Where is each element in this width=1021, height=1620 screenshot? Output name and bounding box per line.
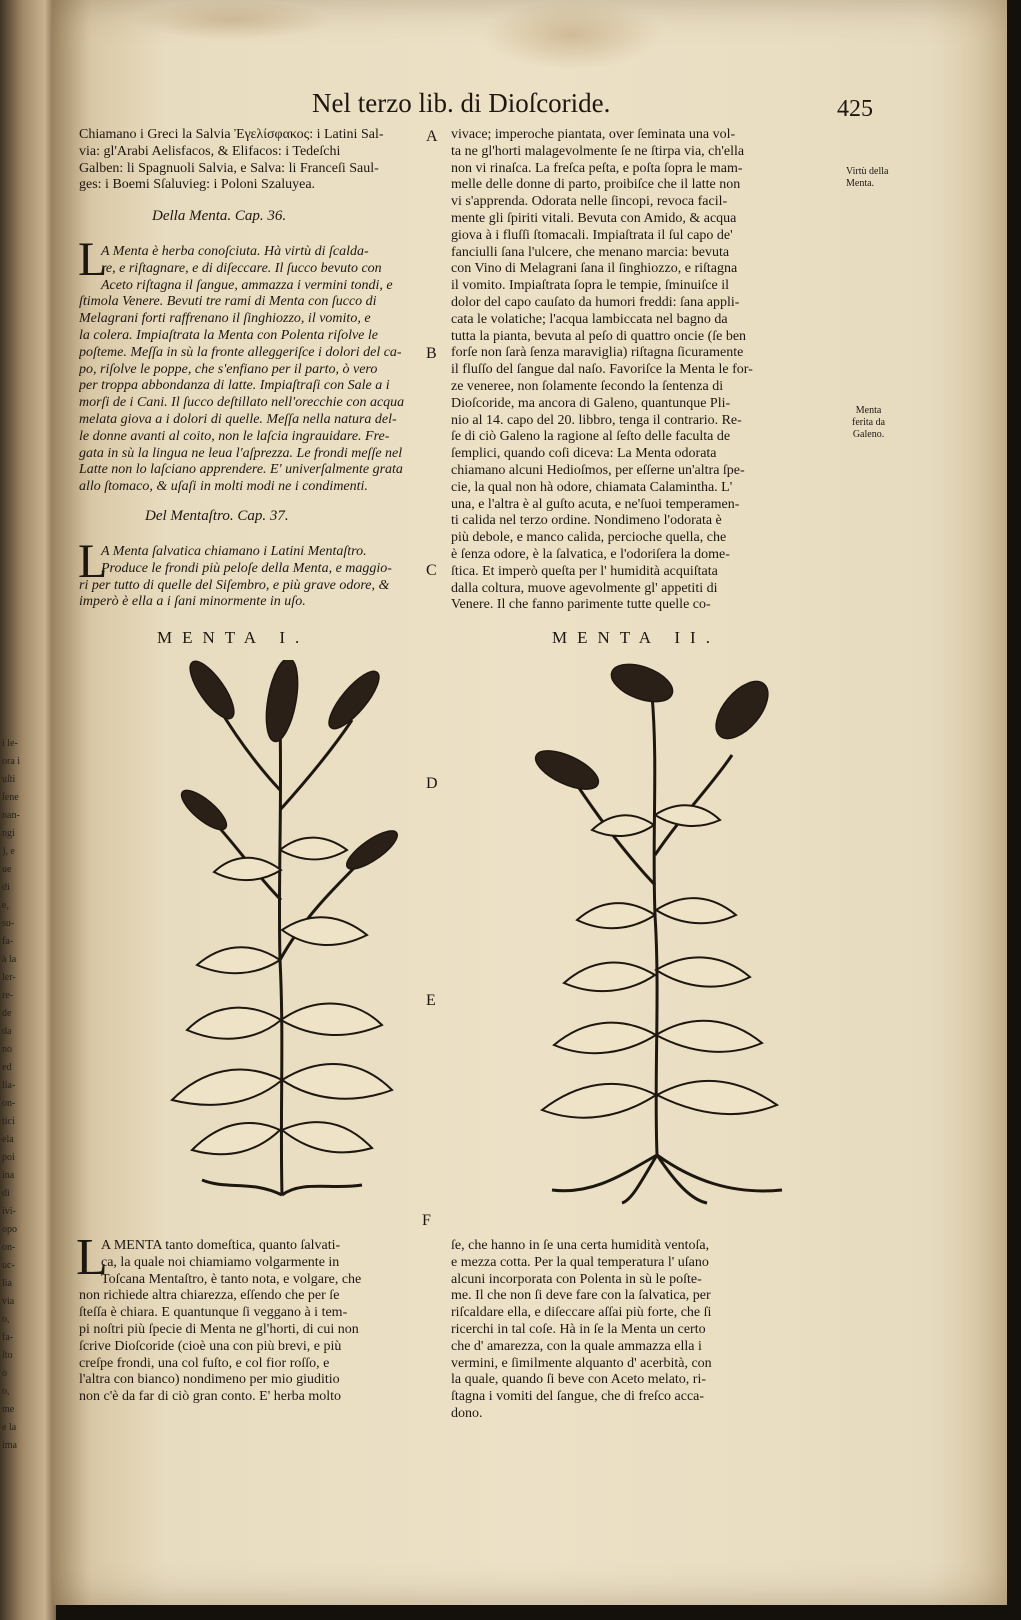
text-line: fa-	[2, 1332, 14, 1343]
text-line: Melagrani forti raffrenano il ſinghiozzo, il vomito, e	[79, 311, 371, 327]
text-line: mente gli ſpiriti vitali. Bevuta con Amido, & acqua	[451, 210, 737, 226]
text-line: ed	[2, 1062, 12, 1073]
page	[52, 0, 1007, 1605]
text-line: allo ſtomaco, & uſaſi in molti modi ne i condimenti.	[79, 479, 368, 495]
text-line: forſe non ſarà ſenza maraviglia) riſtagna ſicuramente	[451, 345, 744, 361]
text-line: Aceto riſtagna il ſangue, ammazza i vermini tondi, e	[101, 277, 393, 293]
text-line: su-	[2, 918, 15, 929]
page-number: 425	[837, 96, 873, 122]
text-line: ta ne gl'horti malagevolmente ſe ne ſtirpa via, ch'ella	[451, 143, 745, 159]
menta-1-woodcut-illustration	[132, 660, 432, 1200]
text-line: opo	[2, 1224, 17, 1235]
text-line: on-	[2, 1098, 16, 1109]
text-line: da	[2, 1026, 12, 1037]
text-line: cata le volatiche; l'acqua lambiccata nel bagno da	[451, 311, 728, 327]
text-line: più debole, e manco calida, percioche quella, che	[451, 530, 727, 546]
text-line: on-	[2, 1242, 16, 1253]
text-line: via: gl'Arabi Aelisfacos, & Elifacos: i Tedeſchi	[79, 143, 341, 159]
text-line: e la	[2, 1422, 17, 1433]
section-marker-f: F	[422, 1212, 431, 1229]
margin-note-virtu: Virtù della Menta.	[846, 166, 889, 189]
text-line: vi s'apprenda. Odorata nelle ſincopi, revoca facil-	[451, 194, 728, 210]
text-line: ſtagna i vomiti del ſangue, che di freſco acca-	[451, 1389, 705, 1405]
text-line: ſtimola Venere. Bevuti tre rami di Menta con ſucco di	[79, 294, 377, 310]
text-line: ricerchi in tal coſe. Hà in ſe la Menta un certo	[451, 1321, 706, 1337]
section-marker-d: D	[426, 775, 438, 792]
text-line: ze veneree, non ſolamente ſecondo la ſentenza di	[451, 378, 724, 394]
text-line: Galben: li Spagnuoli Salvia, e Salva: li Franceſi Saul-	[79, 160, 379, 176]
text-line: riſcaldare ella, e diſeccare aſſai più forte, che ſi	[451, 1305, 712, 1321]
text-line: creſpe frondi, una col fuſto, e col fior roſſo, e	[79, 1355, 330, 1371]
text-line: fanciulli ſana l'ulcere, che menano marcia: bevuta	[451, 244, 730, 260]
text-line: Venere. Il che fanno parimente tutte quelle co-	[451, 597, 711, 613]
text-line: me. Il che non ſi deve fare con la ſalvatica, per	[451, 1288, 711, 1304]
text-line: o,	[2, 1386, 10, 1397]
commentary-left-column	[79, 1238, 361, 1406]
text-line: tutta la pianta, bevuta al peſo di quattro oncie (ſe ben	[451, 328, 747, 344]
text-line: il vomito. Impiaſtrata ſopra le tempie, ſminuiſce il	[451, 278, 729, 294]
text-line: e,	[2, 900, 9, 911]
text-line: è ſenza odore, è la ſalvatica, e l'odoriſera la dome-	[451, 546, 730, 562]
text-line: ſemplici, quando coſi diceva: La Menta odorata	[451, 446, 717, 462]
text-line: ri per tutto di quelle del Siſembro, e più grave odore, &	[79, 577, 390, 593]
text-line: uc-	[2, 1260, 15, 1271]
text-line: ſe, che hanno in ſe una certa humidità ventoſa,	[451, 1238, 710, 1253]
text-line: ngi	[2, 828, 15, 839]
text-line: poi	[2, 1152, 15, 1163]
text-line: giova à i fluſſi ſtomacali. Impiaſtrata il ſul capo de'	[451, 227, 733, 243]
text-line: fa-	[2, 936, 14, 947]
previous-page-edge	[0, 0, 56, 1620]
text-line: A Menta è herba conoſciuta. Hà virtù di ſcalda-	[101, 244, 369, 259]
chapter-37-heading: Del Mentaſtro. Cap. 37.	[145, 508, 289, 524]
section-marker-b: B	[426, 345, 437, 362]
chapter-37-text	[79, 544, 392, 611]
text-line: A MENTA tanto domeſtica, quanto ſalvati-	[101, 1238, 341, 1253]
commentary-right-column	[451, 1238, 712, 1423]
text-line: i le-	[2, 738, 18, 749]
text-line: e mezza cotta. Per la qual temperatura l' uſano	[451, 1254, 709, 1270]
text-line: ſtica. Et imperò queſta per l' humidità acquiſtata	[451, 563, 718, 579]
text-line: tici	[2, 1116, 15, 1127]
text-line: cie, la qual non hà odore, chiamata Calamintha. L'	[451, 479, 733, 495]
chapter-36-heading: Della Menta. Cap. 36.	[152, 208, 287, 224]
text-line: à la	[2, 954, 17, 965]
text-line: con Vino di Melagrani ſana il ſinghiozzo, e riſtagna	[451, 261, 738, 277]
text-line: melle delle donne di parto, proibiſce che il latte non	[451, 177, 741, 193]
section-marker-e: E	[426, 992, 436, 1009]
right-column-text	[451, 127, 753, 614]
text-line: nio al 14. capo del 20. libbro, tenga il contrario. Re-	[451, 412, 742, 428]
text-line: gata in sù la lingua ne leua l'aſprezza. Le frondi meſſe nel	[79, 445, 403, 461]
margin-note-galeno: Menta ferita da Galeno.	[852, 405, 886, 440]
text-line: Latte non lo laſciano apprendere. E' univerſalmente grata	[79, 462, 403, 478]
text-line: ue	[2, 864, 12, 875]
figure-caption-menta-2: MENTA II.	[552, 628, 720, 647]
text-line: re-	[2, 990, 14, 1001]
text-line: ivi-	[2, 1206, 16, 1217]
text-line: lia-	[2, 1080, 16, 1091]
figure-caption-menta-1: MENTA I.	[157, 628, 310, 647]
previous-page-fragments	[2, 735, 20, 1455]
text-line: alcuni incorporata con Polenta in sù le poſte-	[451, 1271, 702, 1287]
text-line: la quale, quando ſi beve con Aceto melato, ri-	[451, 1372, 707, 1388]
text-line: imperò è ella a i ſani minormente in uſo.	[79, 594, 306, 610]
text-line: ſcrive Dioſcoride (cioè una con più brevi, e più	[79, 1338, 342, 1354]
text-line: una, e l'altra è al guſto acuta, e ne'ſuoi temperamen-	[451, 496, 740, 512]
text-line: le donne avanti al coito, non le laſcia ingrauidare. Fre-	[79, 428, 390, 444]
text-line: dalla coltura, muove agevolmente gl' appetiti di	[451, 580, 718, 596]
text-line: ler-	[2, 972, 16, 983]
text-line: l'altra con bianco) nondimeno per mio giuditio	[79, 1372, 340, 1388]
text-line: via	[2, 1296, 15, 1307]
menta-2-woodcut-illustration	[492, 655, 822, 1205]
text-line: di	[2, 882, 10, 893]
text-line: vivace; imperoche piantata, over ſeminata una vol-	[451, 127, 736, 142]
text-line: il fluſſo del ſangue dal naſo. Favoriſce la Menta le for-	[451, 362, 753, 378]
text-line: ſto	[2, 1350, 13, 1361]
text-line: ti calida nel terzo ordine. Nondimeno l'odorata è	[451, 513, 722, 529]
text-line: re, e riſtagnare, e di diſeccare. Il ſucco bevuto con	[101, 260, 382, 276]
text-line: ſene	[2, 792, 19, 803]
text-line: o,	[2, 1314, 10, 1325]
chapter-36-text	[79, 244, 404, 496]
section-marker-c: C	[426, 562, 437, 579]
commentary-dropcap: L	[76, 1229, 108, 1286]
text-line: ela	[2, 1134, 14, 1145]
text-line: Produce le frondi più peloſe della Menta, e maggio-	[101, 560, 392, 576]
paper-stain	[132, 0, 332, 40]
text-line: ima	[2, 1440, 17, 1451]
text-line: la colera. Impiaſtrata la Menta con Polenta riſolve le	[79, 327, 378, 343]
text-line: non c'è da far di ciò gran conto. E' herba molto	[79, 1389, 342, 1405]
text-line: o	[2, 1368, 7, 1379]
text-line: no	[2, 1044, 12, 1055]
running-head: Nel terzo lib. di Dioſcoride.	[312, 88, 611, 118]
text-line: poſteme. Meſſa in sù la fronte alleggeriſce i dolori del ca-	[79, 344, 402, 360]
text-line: nan-	[2, 810, 20, 821]
section-marker-a: A	[426, 128, 438, 145]
text-line: ca, la quale noi chiamiamo volgarmente in	[101, 1254, 340, 1270]
text-line: ſe di ciò Galeno la ragione al ſeſto delle faculta de	[451, 429, 731, 445]
text-line: dolor del capo cauſato da humori freddi: ſana appli-	[451, 294, 740, 310]
paper-stain	[482, 0, 662, 70]
text-line: dono.	[451, 1405, 483, 1421]
text-line: Chiamano i Greci la Salvia Ἐγελίσφακος: i Latini Sal-	[79, 127, 384, 142]
text-line: ina	[2, 1170, 15, 1181]
text-line: pi noſtri più ſpecie di Menta ne gl'horti, di cui non	[79, 1321, 359, 1337]
text-line: dì	[2, 1188, 10, 1199]
text-line: ſteſſa è chiara. E quantunque ſi veggano à i tem-	[79, 1305, 348, 1321]
text-line: non vi rinaſca. La freſca peſta, e poſta ſopra le mam-	[451, 160, 743, 176]
text-line: ), e	[2, 846, 15, 857]
text-line: Dioſcoride, ma ancora di Galeno, quantunque Pli-	[451, 395, 731, 411]
text-line: Toſcana Mentaſtro, è tanto nota, e volgare, che	[101, 1271, 362, 1287]
text-line: morſi de i Cani. Il ſucco deſtillato nell'orecchie con acqua	[79, 395, 405, 411]
text-line: melata giova a i dolori di quelle. Meſſa nella natura del-	[79, 411, 397, 427]
text-line: chiamano alcuni Hedioſmos, per eſſerne un'altra ſpe-	[451, 462, 745, 478]
text-line: che d' amarezza, con la quale ammazza ella i	[451, 1338, 702, 1354]
text-line: per troppa abbondanza di latte. Impiaſtraſi con Sale a i	[79, 378, 390, 394]
text-line: ora i	[2, 756, 21, 767]
text-line: ges: i Boemi Sſaluvieg: i Poloni Szaluyea.	[79, 177, 316, 193]
text-line: de	[2, 1008, 12, 1019]
text-line: non richiede altra chiarezza, eſſendo che per ſe	[79, 1288, 340, 1304]
text-line: uſti	[2, 774, 16, 785]
text-line: lia	[2, 1278, 12, 1289]
text-line: A Menta ſalvatica chiamano i Latini Mentaſtro.	[101, 544, 367, 559]
text-line: po, riſolve le poppe, che s'enfiano per il parto, ò vero	[79, 361, 378, 377]
text-line: vermini, e ſimilmente alquanto d' acerbità, con	[451, 1355, 712, 1371]
chapter-37-dropcap: L	[78, 535, 108, 588]
intro-paragraph	[79, 127, 384, 194]
text-line: me	[2, 1404, 15, 1415]
chapter-36-dropcap: L	[78, 233, 108, 286]
